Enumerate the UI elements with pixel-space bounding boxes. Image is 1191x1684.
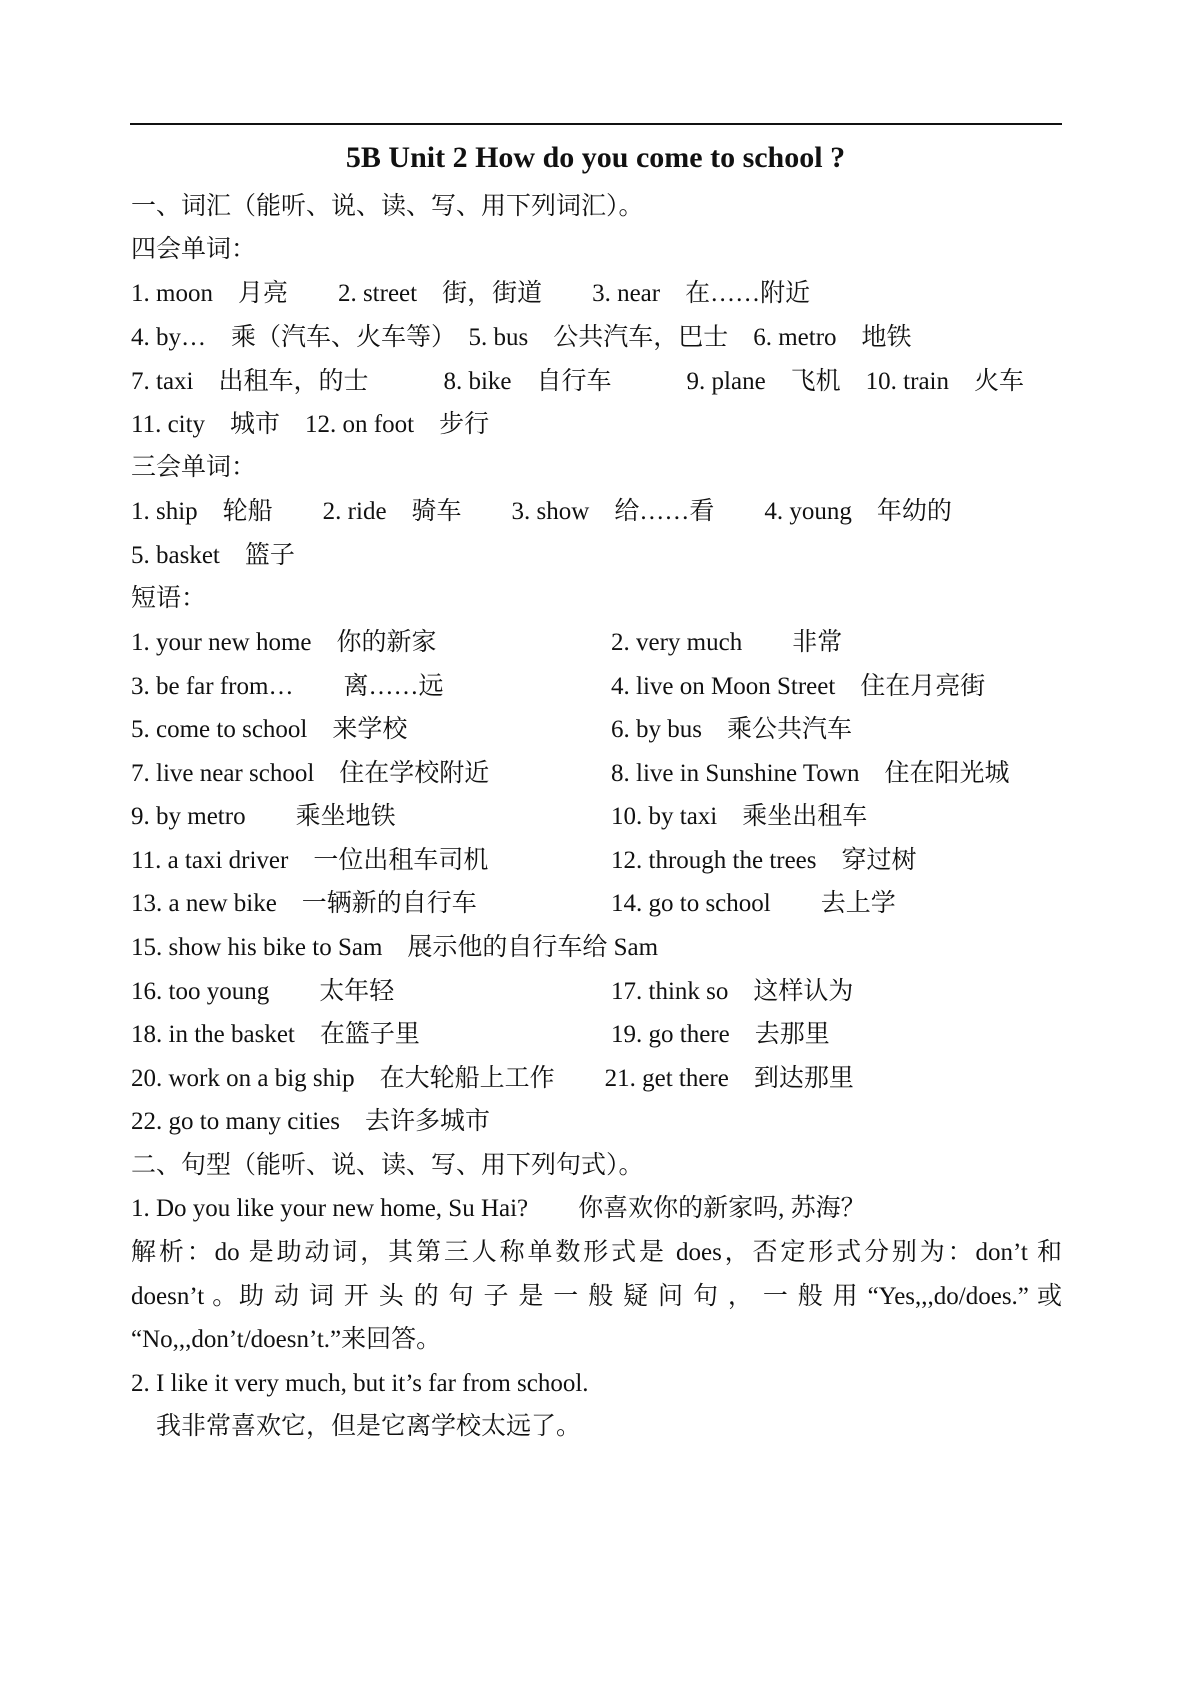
phrase-item: 8. live in Sunshine Town 住在阳光城 xyxy=(611,760,1010,787)
vocab-row: 4. by… 乘（汽车、火车等） 5. bus 公共汽车，巴士 6. metro 地铁 xyxy=(131,324,912,351)
phrase-item: 10. by taxi 乘坐出租车 xyxy=(611,803,868,830)
phrase-item: 6. by bus 乘公共汽车 xyxy=(611,716,852,743)
vocab-row: 1. ship 轮船 2. ride 骑车 3. show 给……看 4. young 年幼的 xyxy=(131,498,952,525)
phrase-item: 3. be far from… 离……远 xyxy=(131,673,444,700)
sentence-2: 2. I like it very much, but it’s far from school. xyxy=(131,1370,589,1397)
analysis-line: doesn’t 。助 动 词 开 头 的 句 子 是 一 般 疑 问 句 ， 一 般 用 “Yes,,,do/does.” 或 xyxy=(131,1283,1062,1310)
phrase-item: 13. a new bike 一辆新的自行车 xyxy=(131,890,477,917)
phrase-item: 2. very much 非常 xyxy=(611,629,843,656)
section1-heading: 一、词汇（能听、说、读、写、用下列词汇）。 xyxy=(131,193,644,220)
phrase-item: 14. go to school 去上学 xyxy=(611,890,896,917)
phrase-item: 18. in the basket 在篮子里 xyxy=(131,1021,420,1048)
phrase-item: 11. a taxi driver 一位出租车司机 xyxy=(131,847,489,874)
phrase-item: 5. come to school 来学校 xyxy=(131,716,408,743)
header-rule xyxy=(130,123,1062,125)
section2-heading: 二、句型（能听、说、读、写、用下列句式）。 xyxy=(131,1152,644,1179)
phrase-item: 17. think so 这样认为 xyxy=(611,978,854,1005)
phrase-item: 1. your new home 你的新家 xyxy=(131,629,437,656)
phrase-item: 19. go there 去那里 xyxy=(611,1021,830,1048)
vocab-row: 7. taxi 出租车，的士 8. bike 自行车 9. plane 飞机 10. train 火车 xyxy=(131,368,1024,395)
phrase-item: 7. live near school 住在学校附近 xyxy=(131,760,490,787)
phrase-item: 16. too young 太年轻 xyxy=(131,978,395,1005)
sentence-2-translation: 我非常喜欢它，但是它离学校太远了。 xyxy=(131,1413,582,1440)
phrase-item: 20. work on a big ship 在大轮船上工作 21. get there 到达那里 xyxy=(131,1065,854,1092)
phrase-item: 12. through the trees 穿过树 xyxy=(611,847,917,874)
three-skill-label: 三会单词： xyxy=(131,454,257,481)
analysis-line: 解析：do 是助动词，其第三人称单数形式是 does，否定形式分别为：don’t 和 xyxy=(131,1239,1062,1266)
vocab-row: 11. city 城市 12. on foot 步行 xyxy=(131,411,490,438)
phrase-item: 15. show his bike to Sam 展示他的自行车给 Sam xyxy=(131,934,659,961)
phrase-item: 9. by metro 乘坐地铁 xyxy=(131,803,396,830)
analysis-line: “No,,,don’t/doesn’t.”来回答。 xyxy=(131,1326,442,1353)
phrase-item: 22. go to many cities 去许多城市 xyxy=(131,1108,490,1135)
vocab-row: 5. basket 篮子 xyxy=(131,542,295,569)
vocab-row: 1. moon 月亮 2. street 街，街道 3. near 在……附近 xyxy=(131,280,811,307)
document-title: 5B Unit 2 How do you come to school ? xyxy=(345,141,846,174)
phrase-item: 4. live on Moon Street 住在月亮街 xyxy=(611,673,986,700)
phrases-label: 短语： xyxy=(131,585,207,612)
four-skill-label: 四会单词： xyxy=(131,236,257,263)
sentence-1: 1. Do you like your new home, Su Hai? 你喜欢你的新家吗, 苏海？ xyxy=(131,1195,866,1222)
